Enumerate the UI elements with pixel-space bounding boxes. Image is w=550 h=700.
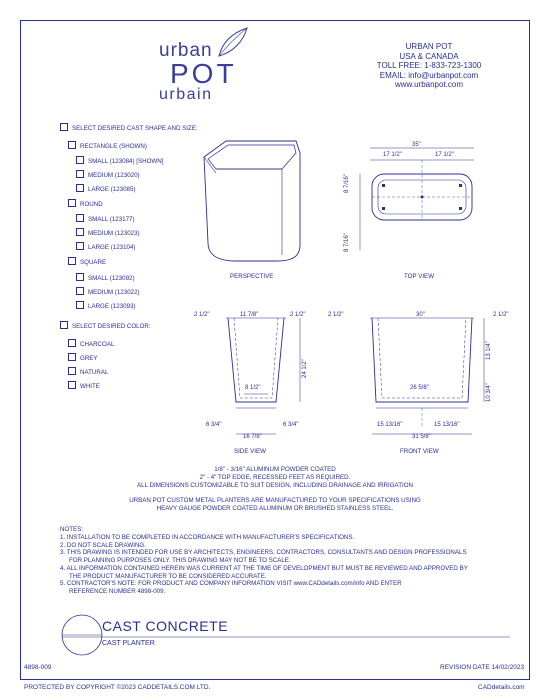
dim-side-bottom: 16 7/8" bbox=[243, 434, 262, 440]
note-item: 5. CONTRACTOR'S NOTE: FOR PRODUCT AND COMPANY INFORMATION VISIT www.CADdetails.com/info AND ENTER bbox=[60, 580, 402, 588]
dim-top-depth-a: 8 7/16" bbox=[344, 174, 350, 193]
material-note-line: URBAN POT CUSTOM METAL PLANTERS ARE MANUFACTURED TO YOUR SPECIFICATIONS USING bbox=[129, 497, 421, 505]
note-item: THE PRODUCT MANUFACTURER TO BE CONSIDERED ACCURATE. bbox=[69, 572, 267, 580]
top-view-drawing bbox=[360, 140, 490, 260]
dim-side-top: 11 7/8" bbox=[240, 312, 259, 318]
option-round-small[interactable]: SMALL (123177) bbox=[76, 214, 135, 224]
dim-side-inner: 8 1/2" bbox=[245, 385, 261, 391]
title-block-lines bbox=[20, 600, 530, 660]
option-rect-small[interactable]: SMALL (123084) [SHOWN] bbox=[76, 156, 163, 166]
dim-side-base-right: 6 3/4" bbox=[283, 422, 299, 428]
option-square-small[interactable]: SMALL (123092) bbox=[76, 273, 135, 283]
option-square[interactable]: SQUARE bbox=[68, 257, 106, 267]
material-note-line: 1/8" - 3/16" ALUMINUM POWDER COATED bbox=[214, 466, 336, 473]
checkbox-icon[interactable] bbox=[68, 367, 76, 375]
checkbox-icon[interactable] bbox=[76, 273, 84, 281]
checkbox-icon[interactable] bbox=[76, 287, 84, 295]
front-view-label: FRONT VIEW bbox=[400, 448, 439, 455]
note-item: REFERENCE NUMBER 4898-009. bbox=[69, 588, 166, 595]
checkbox-icon[interactable] bbox=[68, 381, 76, 389]
dim-front-left: 2 1/2" bbox=[328, 312, 344, 318]
caddetails-link[interactable]: CADdetails.com bbox=[478, 684, 525, 691]
option-white[interactable]: WHITE bbox=[68, 381, 100, 391]
option-grey[interactable]: GREY bbox=[68, 353, 98, 363]
company-region: USA & CANADA bbox=[399, 51, 459, 61]
dim-side-base-left: 6 3/4" bbox=[206, 422, 222, 428]
company-email: EMAIL: info@urbanpot.com bbox=[379, 70, 479, 80]
option-round-medium[interactable]: MEDIUM (123023) bbox=[76, 228, 140, 238]
company-name: URBAN POT bbox=[405, 42, 453, 51]
logo-line-2: POT bbox=[170, 58, 237, 89]
shape-option-header[interactable]: SELECT DESIRED CAST SHAPE AND SIZE: bbox=[60, 123, 198, 133]
dim-front-base-right: 15 13/16" bbox=[434, 422, 460, 428]
logo-line-3: urbain bbox=[159, 86, 213, 103]
dim-front-top: 30" bbox=[416, 312, 425, 318]
notes-block bbox=[60, 526, 500, 596]
side-view-label: SIDE VIEW bbox=[234, 448, 266, 455]
note-item: 4. ALL INFORMATION CONTAINED HEREIN WAS CURRENT AT THE TIME OF DEVELOPMENT BUT MUST BE REVIEWED AND APPROVED BY bbox=[60, 564, 468, 572]
checkbox-icon[interactable] bbox=[76, 242, 84, 250]
dim-front-bottom: 31 5/8" bbox=[412, 434, 431, 440]
note-item: 2. DO NOT SCALE DRAWING. bbox=[60, 541, 146, 549]
urban-pot-logo bbox=[159, 40, 245, 110]
dim-top-depth-b: 8 7/16" bbox=[344, 233, 350, 252]
dim-front-height-top: 13 1/4" bbox=[486, 341, 492, 360]
option-rect-medium[interactable]: MEDIUM (123020) bbox=[76, 170, 140, 180]
checkbox-icon[interactable] bbox=[60, 123, 68, 131]
material-note-line: ALL DIMENSIONS CUSTOMIZABLE TO SUIT DESIGN, INCLUDING DRAINAGE AND IRRIGATION bbox=[137, 481, 413, 489]
note-item: 1. INSTALLATION TO BE COMPLETED IN ACCORDANCE WITH MANUFACTURER'S SPECIFICATIONS. bbox=[60, 533, 355, 541]
checkbox-icon[interactable] bbox=[76, 228, 84, 236]
color-option-header[interactable]: SELECT DESIRED COLOR: bbox=[60, 321, 151, 331]
material-notes bbox=[0, 466, 550, 513]
leaf-icon bbox=[215, 26, 249, 60]
dim-front-right: 2 1/2" bbox=[493, 312, 509, 318]
top-view-label: TOP VIEW bbox=[404, 273, 435, 280]
option-rect-large[interactable]: LARGE (123085) bbox=[76, 184, 135, 194]
notes-header: NOTES: bbox=[60, 526, 84, 533]
checkbox-icon[interactable] bbox=[76, 170, 84, 178]
drawing-subtitle: CAST PLANTER bbox=[102, 640, 155, 647]
dim-top-half-right: 17 1/2" bbox=[435, 152, 454, 158]
dim-front-height-bottom: 10 3/4" bbox=[486, 383, 492, 402]
note-item: FOR PLANNING PURPOSES ONLY. THIS DRAWING MAY NOT BE TO SCALE. bbox=[69, 557, 291, 564]
checkbox-icon[interactable] bbox=[76, 184, 84, 192]
dim-top-half-left: 17 1/2" bbox=[383, 152, 402, 158]
copyright-text: PROTECTED BY COPYRIGHT ©2023 CADDETAILS.COM LTD. bbox=[24, 684, 211, 691]
option-round[interactable]: ROUND bbox=[68, 199, 103, 209]
checkbox-icon[interactable] bbox=[68, 199, 76, 207]
revision-date: REVISION DATE 14/02/2023 bbox=[440, 664, 525, 671]
checkbox-icon[interactable] bbox=[76, 301, 84, 309]
option-natural[interactable]: NATURAL bbox=[68, 367, 108, 377]
checkbox-icon[interactable] bbox=[76, 214, 84, 222]
checkbox-icon[interactable] bbox=[68, 353, 76, 361]
checkbox-icon[interactable] bbox=[68, 257, 76, 265]
option-square-medium[interactable]: MEDIUM (123022) bbox=[76, 287, 140, 297]
company-web: www.urbanpot.com bbox=[394, 80, 464, 90]
checkbox-icon[interactable] bbox=[60, 321, 68, 329]
perspective-drawing bbox=[196, 135, 306, 265]
option-charcoal[interactable]: CHARCOAL bbox=[68, 339, 114, 349]
drawing-title: CAST CONCRETE bbox=[102, 618, 229, 634]
dim-front-base-left: 15 13/16" bbox=[377, 422, 403, 428]
dim-top-overall: 35" bbox=[412, 142, 421, 148]
option-round-large[interactable]: LARGE (123104) bbox=[76, 242, 135, 252]
dim-front-inner: 26 5/8" bbox=[410, 385, 429, 391]
dim-side-left: 2 1/2" bbox=[194, 312, 210, 318]
option-rectangle[interactable]: RECTANGLE (SHOWN) bbox=[68, 141, 147, 151]
perspective-label: PERSPECTIVE bbox=[230, 273, 274, 280]
checkbox-icon[interactable] bbox=[68, 339, 76, 347]
logo-line-1: urban bbox=[159, 40, 213, 61]
material-note-line: HEAVY GAUGE POWDER COATED ALUMINUM OR BRUSHED STAINLESS STEEL. bbox=[156, 505, 394, 512]
reference-number: 4898-009 bbox=[24, 664, 52, 671]
option-square-large[interactable]: LARGE (123093) bbox=[76, 301, 135, 311]
checkbox-icon[interactable] bbox=[68, 141, 76, 149]
material-note-line: 2" - 4" TOP EDGE, RECESSED FEET AS REQUIRED. bbox=[199, 473, 351, 481]
dim-side-right: 2 1/2" bbox=[290, 312, 306, 318]
note-item: 3. THIS DRAWING IS INTENDED FOR USE BY ARCHITECTS, ENGINEERS, CONTRACTORS, CONSULTANTS AND DESIGN PROFESSIONALS bbox=[60, 549, 467, 557]
checkbox-icon[interactable] bbox=[76, 156, 84, 164]
company-phone: TOLL FREE: 1-833-723-1300 bbox=[376, 61, 482, 71]
company-info bbox=[374, 42, 484, 90]
dim-side-height: 24 1/2" bbox=[302, 359, 308, 378]
